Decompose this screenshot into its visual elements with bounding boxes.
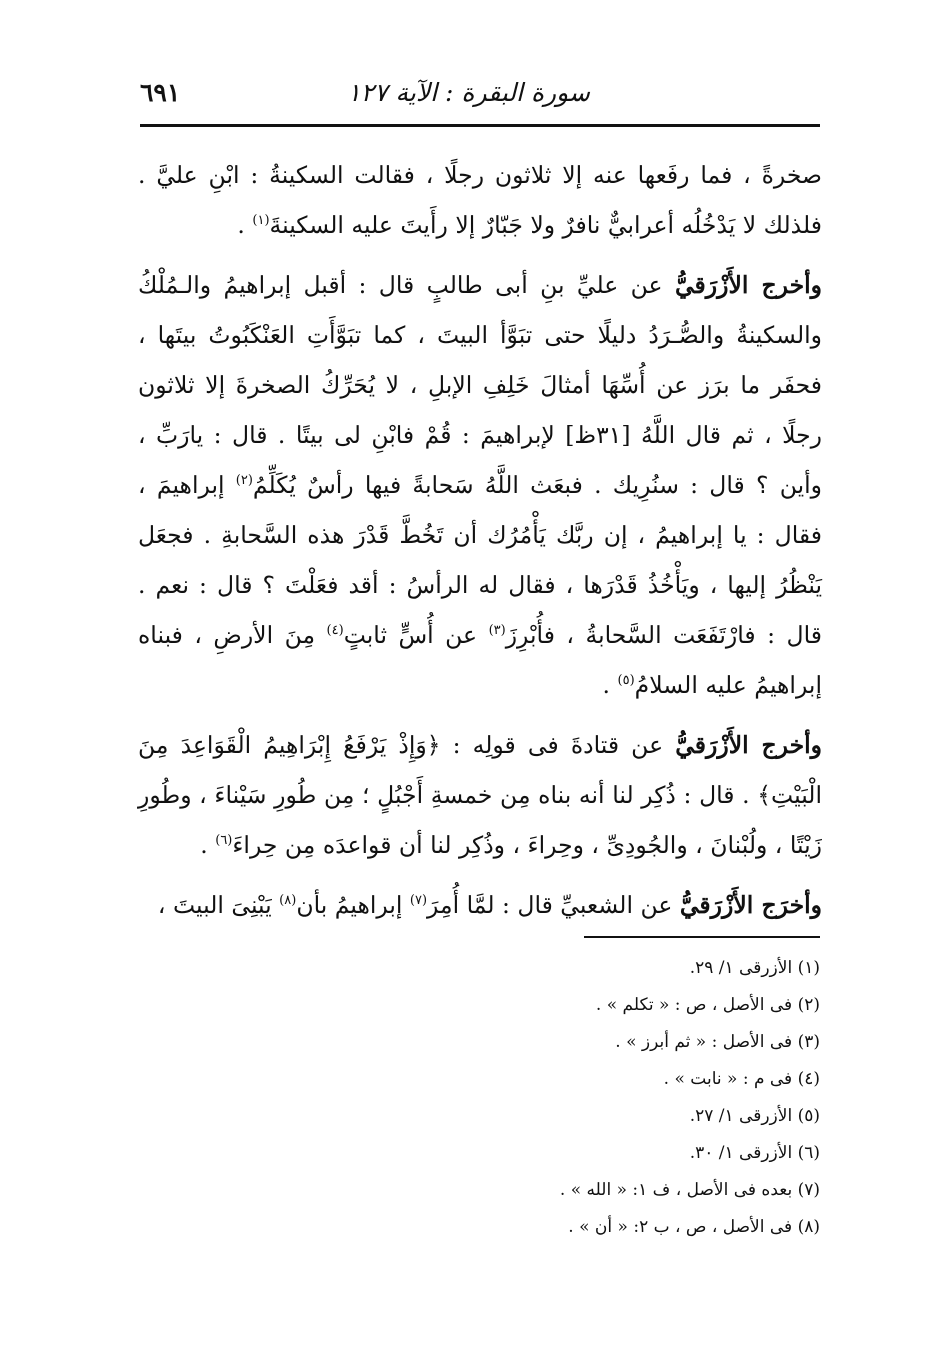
- paragraph-tail: إبراهيمَ ، فقال : يا إبراهيمُ ، إن ربَّك يَأْمُرُك أن تَخُطَّ قَدْرَ هذه السَّحابةِ . فجعَل يَنْظُرُ إليها ، ويَأْخُذُ قَدْرَها ، فقال له الرأسُ : أقد فعَلْتَ ؟ قال : نعم . قال : فارْتَفَعَت السَّحابةُ ، فأُبْرِزَ: [138, 471, 822, 649]
- footnotes: [420, 950, 820, 1246]
- paragraph-tail: مِنَ الأرضِ ، فبناه إبراهيمُ عليه السلامُ: [138, 621, 822, 699]
- footnote-reference: (٥): [617, 673, 635, 689]
- running-title: سورة البقرة : الآية ١٢٧: [347, 78, 590, 107]
- footnote-reference: (٤): [326, 623, 344, 639]
- footnote-reference: (٢): [235, 473, 253, 489]
- footnote: (٢) فى الأصل ، ص : « تكلم » .: [595, 995, 820, 1015]
- paragraph-tail: .: [237, 211, 253, 239]
- paragraph-3: [138, 720, 822, 870]
- footnote: (١) الأزرقى ١/ ٢٩.: [689, 958, 820, 978]
- footnote: (٨) فى الأصل ، ص ، ب ٢: « أن » .: [568, 1217, 820, 1237]
- paragraph-tail: .: [200, 831, 216, 859]
- paragraph-tail: إبراهيمُ بأن: [296, 891, 410, 919]
- footnote: (٤) فى م : « نابت » .: [663, 1069, 820, 1089]
- footnote-reference: (٨): [279, 893, 297, 909]
- paragraph-1: [138, 150, 822, 250]
- page-header: [140, 78, 820, 118]
- paragraph-lead: وأخرج الأَزْرَقيُّ: [675, 731, 823, 759]
- footnote-reference: (٧): [409, 893, 428, 909]
- paragraph-lead: وأخرج الأَزْرَقيُّ: [674, 271, 822, 299]
- paragraph-text: عن عليِّ بنِ أبى طالبٍ قال : أقبل إبراهيمُ والـمُلْكُ والسكينةُ والصُّـرَدُ دليلًا حتى تبَوَّأ البيتَ ، كما تبَوَّأَتِ العَنْكَبُوتُ بيتَها ، فحفَر ما برَز عن أُسِّهَا أمثالَ خَلِفِ الإبلِ ، لا يُحَرِّكُ الصخرةَ إلا ثلاثون رجلًا ، ثم قال اللَّهُ [٣١ظ] لإبراهيمَ : قُمْ فابْنِ لى بيتًا . قال : يارَبِّ ، وأين ؟ قال : سنُرِيك . فبعَث اللَّهُ سَحابةً فيها رأسٌ يُكَلِّمُ: [138, 271, 822, 499]
- footnote: (٣) فى الأصل : « ثم أبرز » .: [615, 1032, 820, 1052]
- page-number: ٦٩١: [140, 78, 181, 107]
- paragraph-tail: يَبْنِىَ البيتَ ،: [157, 891, 280, 919]
- footnote-reference: (١): [252, 213, 270, 229]
- footnote: (٦) الأزرقى ١/ ٣٠.: [689, 1143, 820, 1163]
- paragraph-tail: عن أُسٍّ ثابتٍ: [343, 621, 489, 649]
- footnote-reference: (٣): [488, 623, 506, 639]
- footnote: (٧) بعده فى الأصل ، ف ١: « الله » .: [559, 1180, 820, 1200]
- paragraph-text: صخرةً ، فما رفَعها عنه إلا ثلاثون رجلًا ، فقالت السكينةُ : ابْنِ عليَّ . فلذلك لا يَدْخُلُه أعرابيٌّ نافرٌ ولا جَبّارٌ إلا رأَيتَ عليه السكينةَ: [138, 161, 822, 239]
- paragraph-tail: .: [602, 671, 618, 699]
- main-text: [138, 150, 822, 930]
- paragraph-text: عن الشعبيِّ قال : لمَّا أُمِرَ: [427, 891, 680, 919]
- paragraph-lead: وأخرَج الأَزْرَقيُّ: [679, 891, 822, 919]
- footnote-reference: (٦): [215, 833, 233, 849]
- footnote-divider: [584, 936, 820, 938]
- paragraph-4: [138, 880, 822, 930]
- footnote: (٥) الأزرقى ١/ ٢٧.: [689, 1106, 820, 1126]
- header-divider: [140, 124, 820, 127]
- paragraph-2: [138, 260, 822, 710]
- paragraph-text: عن قتادةَ فى قولِه : ﴿وَإِذْ يَرْفَعُ إِبْرَاهِيمُ الْقَوَاعِدَ مِنَ الْبَيْتِ﴾ . قال : ذُكِر لنا أنه بناه مِن خمسةِ أَجْبُلٍ ؛ مِن طُورِ سَيْناءَ ، وطُورِ زَيْتًا ، ولُبْنانَ ، والجُودِىِّ ، وحِراءَ ، وذُكِر لنا أن قواعدَه مِن حِراءَ: [138, 731, 822, 859]
